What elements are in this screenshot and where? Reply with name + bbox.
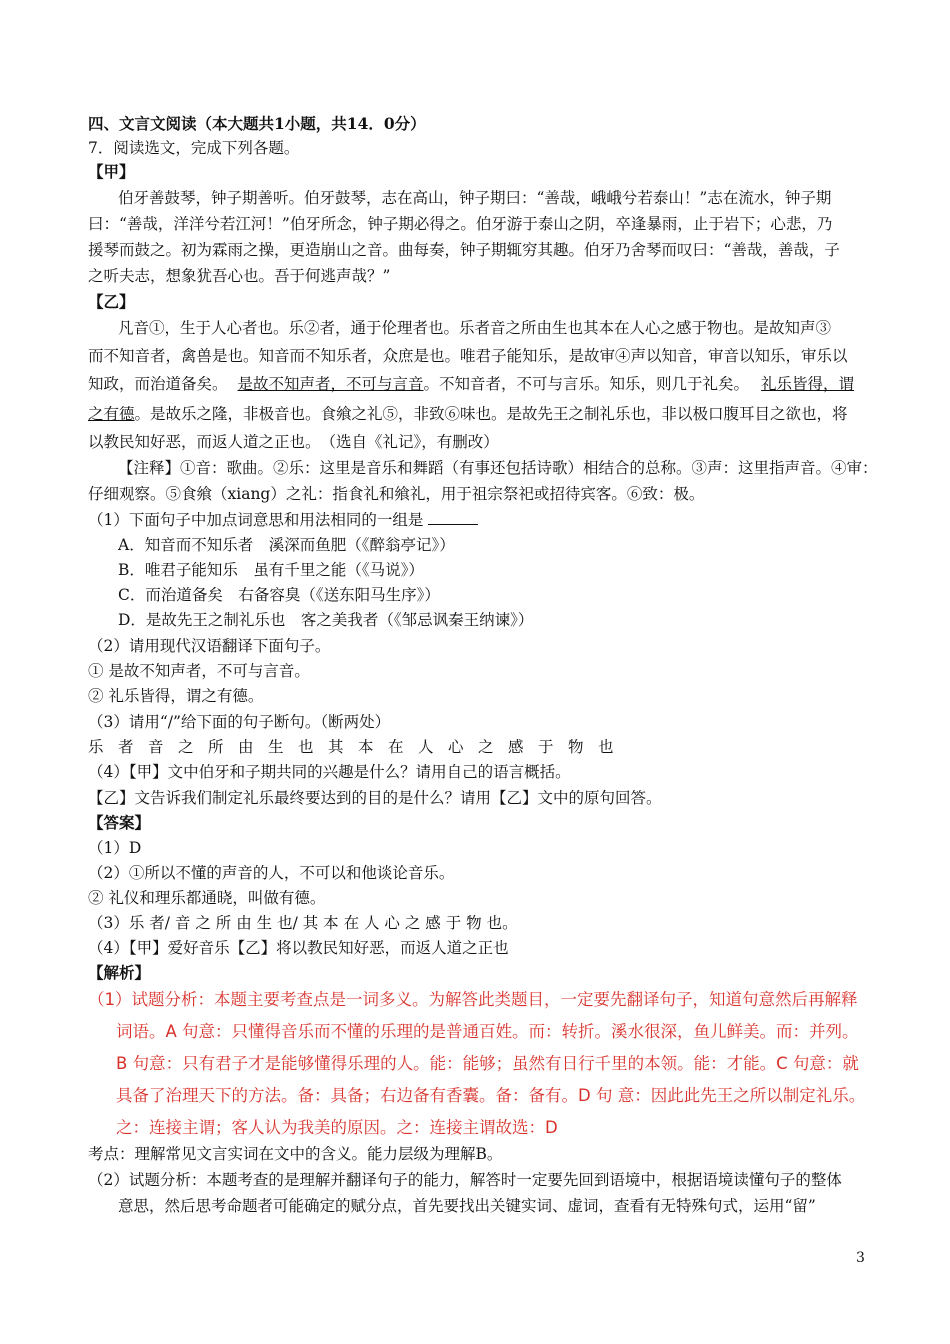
q2-item: ② 礼乐皆得，谓之有德。 xyxy=(88,687,264,705)
question-intro: 7．阅读选文，完成下列各题。 xyxy=(88,139,300,157)
analysis-red-line: （1）试题分析：本题主要考查点是一词多义。为解答此类题目，一定要先翻译句子，知道句意然后再解释 xyxy=(88,990,858,1009)
yi-line-3 xyxy=(88,374,854,394)
underlined-sentence-2: 礼乐皆得，谓 xyxy=(761,375,855,393)
yi-text: 知政，而治道备矣。 xyxy=(88,375,228,393)
notes-line: 仔细观察。⑤食飨（xiang）之礼：指食礼和飨礼，用于祖宗祭祀或招待宾客。⑥致：极。 xyxy=(88,485,705,503)
answer-line: （2）①所以不懂的声音的人，不可以和他谈论音乐。 xyxy=(88,864,455,882)
notes-line: 【注释】①音：歌曲。②乐：这里是音乐和舞蹈（有事还包括诗歌）相结合的总称。③声：这里指声音。④审： xyxy=(118,459,878,477)
answer-blank xyxy=(428,510,478,525)
analysis-label: 【解析】 xyxy=(88,963,151,982)
q1-option: C．而治道备矣 右备容臭（《送东阳马生序》） xyxy=(118,586,440,604)
page-number: 3 xyxy=(856,1250,865,1266)
jia-line: 援琴而鼓之。初为霖雨之操，更造崩山之音。曲每奏，钟子期辄穷其趣。伯牙乃舍琴而叹曰：“善哉，善哉，子 xyxy=(88,241,840,259)
answer-line: （4）【甲】爱好音乐【乙】将以教民知好恶，而返人道之正也 xyxy=(88,939,509,957)
analysis-red-line: B 句意：只有君子才是能够懂得乐理的人。能：能够；虽然有日行千里的本领。能：才能。C 句意：就 xyxy=(116,1054,859,1073)
underlined-sentence-2-end: 之有德 xyxy=(88,405,135,423)
q1-option: A．知音而不知乐者 溪深而鱼肥（《醉翁亭记》） xyxy=(118,536,455,554)
yi-line: 凡音①，生于人心者也。乐②者，通于伦理者也。乐者音之所由生也其本在人心之感于物也。是故知声③ xyxy=(118,319,832,337)
answer-label: 【答案】 xyxy=(88,813,151,832)
jia-line: 伯牙善鼓琴，钟子期善听。伯牙鼓琴，志在高山，钟子期曰：“善哉，峨峨兮若泰山！”志在流水，钟子期 xyxy=(118,189,832,207)
yi-line: 而不知音者，禽兽是也。知音而不知乐者，众庶是也。唯君子能知乐，是故审④声以知音，审音以知乐，审乐以 xyxy=(88,347,848,365)
q1-option: B．唯君子能知乐 虽有千里之能（《马说》） xyxy=(118,561,424,579)
yi-text: 。是故乐之隆，非极音也。食飨之礼⑤，非致⑥味也。是故先王之制礼乐也，非以极口腹耳目之欲也，将 xyxy=(134,405,848,423)
analysis-red-line: 词语。A 句意：只懂得音乐而不懂的乐理的是普通百姓。而：转折。溪水很深，鱼儿鲜美。而：并列。 xyxy=(116,1022,859,1041)
answer-line: （3）乐 者/ 音 之 所 由 生 也/ 其 本 在 人 心 之 感 于 物 也。 xyxy=(88,914,518,932)
kaodian-line: 考点：理解常见文言实词在文中的含义。能力层级为理解B。 xyxy=(88,1145,503,1163)
q2-item: ① 是故不知声者，不可与言音。 xyxy=(88,662,310,680)
q1-prompt: （1）下面句子中加点词意思和用法相同的一组是 xyxy=(88,510,478,530)
yi-line-4 xyxy=(88,404,848,424)
underlined-sentence-1: 是故不知声者，不可与言音 xyxy=(237,375,424,393)
yi-text: 。不知音者，不可与言乐。知乐，则几于礼矣。 xyxy=(423,375,750,393)
analysis-red-line: 之：连接主谓；客人认为我美的原因。之：连接主谓故选：D xyxy=(116,1118,558,1137)
analysis2-line: 意思，然后思考命题者可能确定的赋分点，首先要找出关键实词、虚词，查看有无特殊句式，运用“留” xyxy=(118,1197,816,1215)
jia-label: 【甲】 xyxy=(88,162,135,181)
q1-option: D．是故先王之制礼乐也 客之美我者（《邹忌讽秦王纳谏》） xyxy=(118,611,534,629)
q2-prompt: （2）请用现代汉语翻译下面句子。 xyxy=(88,637,331,655)
jia-line: 之听夫志，想象犹吾心也。吾于何逃声哉？” xyxy=(88,267,391,285)
yi-line: 以教民知好恶，而返人道之正也。 （选自《礼记》，有删改） xyxy=(88,433,499,451)
analysis2-line: （2）试题分析：本题考查的是理解并翻译句子的能力，解答时一定要先回到语境中，根据语境读懂句子的整体 xyxy=(88,1171,842,1189)
q3-sentence: 乐者音之所由生也其本在人心之感于物也 xyxy=(88,738,629,756)
yi-label: 【乙】 xyxy=(88,292,135,311)
q4-prompt-2: 【乙】文告诉我们制定礼乐最终要达到的目的是什么？请用【乙】文中的原句回答。 xyxy=(88,789,662,807)
q4-prompt: （4）【甲】文中伯牙和子期共同的兴趣是什么？请用自己的语言概括。 xyxy=(88,763,571,781)
section-title: 四、文言文阅读（本大题共1小题，共14．0分） xyxy=(88,114,426,133)
answer-line: （1）D xyxy=(88,839,142,857)
analysis-red-line: 具备了治理天下的方法。备：具备；右边备有香囊。备：备有。D 句 意：因此此先王之所以制定礼乐。 xyxy=(116,1086,866,1105)
q3-prompt: （3）请用“/”给下面的句子断句。（断两处） xyxy=(88,713,391,731)
answer-line: ② 礼仪和理乐都通晓，叫做有德。 xyxy=(88,889,326,907)
jia-line: 曰：“善哉，洋洋兮若江河！”伯牙所念，钟子期必得之。伯牙游于泰山之阴，卒逢暴雨，止于岩下；心悲，乃 xyxy=(88,215,833,233)
